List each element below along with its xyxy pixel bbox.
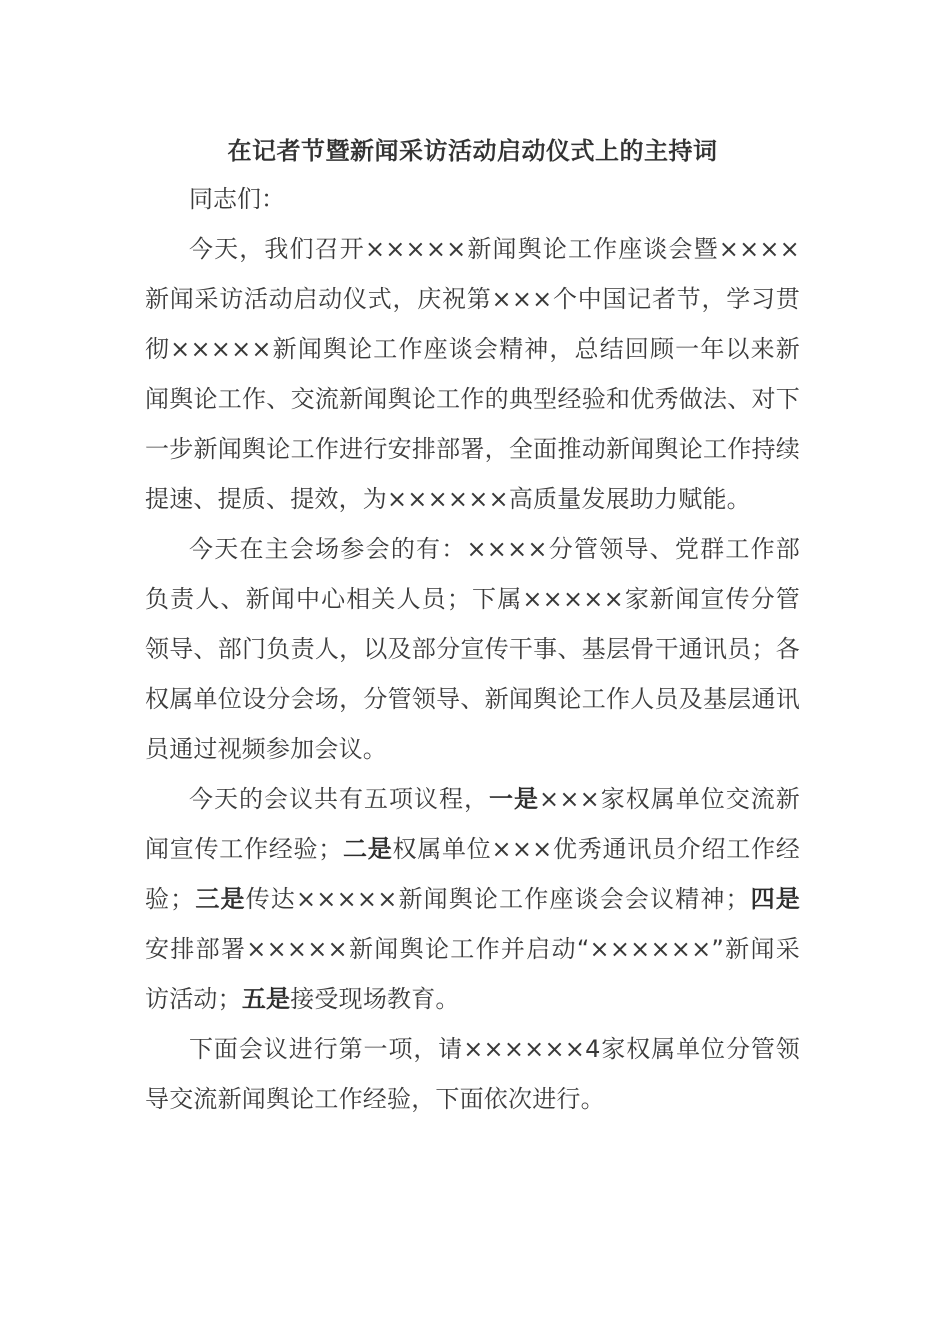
agenda-item-5-label: 五是 [241,985,291,1013]
agenda-item-1-label: 一是 [489,785,540,813]
agenda-item-1-text: ×××家权属单位交流新闻宣传工作经验； [145,785,800,863]
agenda-item-3-label: 三是 [194,885,246,913]
document-title: 在记者节暨新闻采访活动启动仪式上的主持词 [227,137,718,165]
agenda-item-5-text: 接受现场教育。 [290,985,460,1013]
agenda-item-4-text: 安排部署×××××新闻舆论工作并启动“××××××”新闻采访活动； [145,935,800,1013]
agenda-item-2-text: 权属单位×××优秀通讯员介绍工作经验； [145,835,800,913]
paragraph-attendees: 今天在主会场参会的有：××××分管领导、党群工作部负责人、新闻中心相关人员；下属×××××家新闻宣传分管领导、部门负责人，以及部分宣传干事、基层骨干通讯员；各权属单位设分会场，分管领导、新闻舆论工作人员及基层通讯员通过视频参加会议。 [145,535,800,763]
agenda-item-4-label: 四是 [749,885,800,913]
document-body [145,128,800,1124]
paragraph-first-item: 下面会议进行第一项，请××××××4家权属单位分管领导交流新闻舆论工作经验，下面依次进行。 [145,1035,800,1113]
paragraph-opening: 今天，我们召开×××××新闻舆论工作座谈会暨××××新闻采访活动启动仪式，庆祝第×××个中国记者节，学习贯彻×××××新闻舆论工作座谈会精神，总结回顾一年以来新闻舆论工作、交流新闻舆论工作的典型经验和优秀做法、对下一步新闻舆论工作进行安排部署，全面推动新闻舆论工作持续提速、提质、提效，为××××××高质量发展助力赋能。 [145,235,800,513]
agenda-item-2-label: 二是 [342,835,393,863]
paragraph-agenda [145,774,800,1024]
agenda-item-3-text: 传达×××××新闻舆论工作座谈会会议精神； [245,885,750,913]
agenda-intro: 今天的会议共有五项议程， [189,785,490,813]
greeting: 同志们： [189,185,285,213]
